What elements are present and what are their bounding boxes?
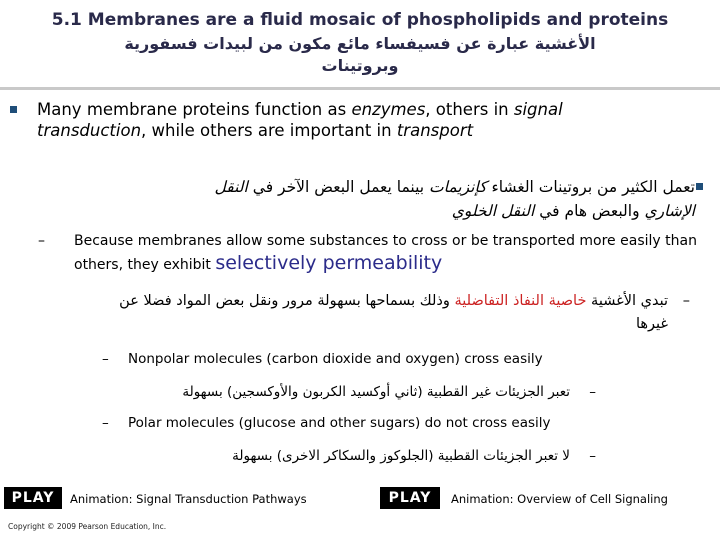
- text-segment: Because membranes allow some substances to cross or be transported more easily than others, they exhibit: [74, 233, 697, 273]
- play-button-signal-transduction[interactable]: PLAY: [4, 487, 62, 509]
- list-item-nonpolar-arabic: [80, 383, 596, 401]
- bullet-square-icon: [10, 106, 17, 113]
- text-selective-permeability-ar: خاصية النفاذ التفاضلية: [454, 293, 587, 309]
- bullet-proteins-arabic: [40, 175, 695, 223]
- text-selectively-permeability: selectively permeability: [215, 252, 443, 274]
- text-transport-ar: النقل: [214, 178, 248, 196]
- dash-marker: –: [102, 415, 109, 431]
- dash-marker: –: [589, 448, 596, 464]
- list-item-text: Polar molecules (glucose and other sugars) do not cross easily: [128, 415, 551, 431]
- list-item-polar-english: [102, 414, 688, 432]
- text-segment: , while others are important in: [141, 121, 397, 140]
- list-item-nonpolar-english: [102, 350, 688, 368]
- list-item-text: تعبر الجزيئات غير القطبية (ثاني أوكسيد الكربون والأوكسجين) بسهولة: [182, 384, 570, 400]
- text-segment: وذلك بسماحها بسهولة مرور ونقل بعض المواد فضلا عن غيرها: [119, 293, 668, 332]
- list-item-text: لا تعبر الجزيئات القطبية (الجلوكوز والسكاكر الاخرى) بسهولة: [232, 448, 570, 464]
- text-segment: Many membrane proteins function as: [37, 100, 352, 119]
- animation-link-cell-signaling[interactable]: Animation: Overview of Cell Signaling: [451, 492, 668, 506]
- bullet-proteins-arabic-line2: [40, 199, 695, 223]
- text-segment: تبدي الأغشية: [586, 293, 668, 309]
- text-segment: , others in: [425, 100, 514, 119]
- text-signal-ar: الإشاري: [644, 202, 695, 220]
- text-segment: تعمل الكثير من بروتينات الغشاء: [486, 178, 695, 196]
- text-cellular-transport-ar: النقل الخلوي: [451, 202, 535, 220]
- dash-marker: –: [38, 233, 45, 249]
- copyright-notice: Copyright © 2009 Pearson Education, Inc.: [8, 522, 167, 531]
- play-button-cell-signaling[interactable]: PLAY: [380, 487, 440, 509]
- animation-link-signal-transduction[interactable]: Animation: Signal Transduction Pathways: [70, 492, 307, 506]
- text-segment: والبعض هام في: [534, 202, 645, 220]
- text-transport: transport: [396, 121, 474, 140]
- slide-title-arabic: [40, 33, 680, 77]
- list-item-text: Nonpolar molecules (carbon dioxide and oxygen) cross easily: [128, 351, 543, 367]
- bullet-proteins-english: [10, 99, 620, 141]
- slide-title-arabic-line1: الأغشية عبارة عن فسيفساء مائع مكون من لبيدات فسفورية: [124, 34, 596, 53]
- dash-marker: –: [682, 293, 690, 309]
- text-transduction: transduction: [37, 121, 142, 140]
- title-divider: [0, 87, 720, 90]
- list-item-polar-arabic: [80, 447, 596, 465]
- dash-marker: –: [589, 384, 596, 400]
- bullet-square-icon: [696, 183, 703, 190]
- text-enzymes-ar: كإنزيمات: [429, 178, 487, 196]
- slide-title-english: 5.1 Membranes are a fluid mosaic of phospholipids and proteins: [51, 10, 669, 30]
- dash-marker: –: [102, 351, 109, 367]
- sub-bullet-permeability-arabic: [100, 290, 690, 336]
- text-segment: بينما يعمل البعض الآخر في: [247, 178, 430, 196]
- bullet-proteins-english-text: [10, 99, 620, 141]
- text-enzymes: enzymes: [351, 100, 426, 119]
- bullet-proteins-arabic-line1: [40, 175, 695, 199]
- text-signal: signal: [513, 100, 563, 119]
- slide-title-arabic-line2: وبروتينات: [321, 56, 399, 75]
- sub-bullet-permeability-english-text: [38, 230, 718, 276]
- sub-bullet-permeability-english: [38, 230, 718, 276]
